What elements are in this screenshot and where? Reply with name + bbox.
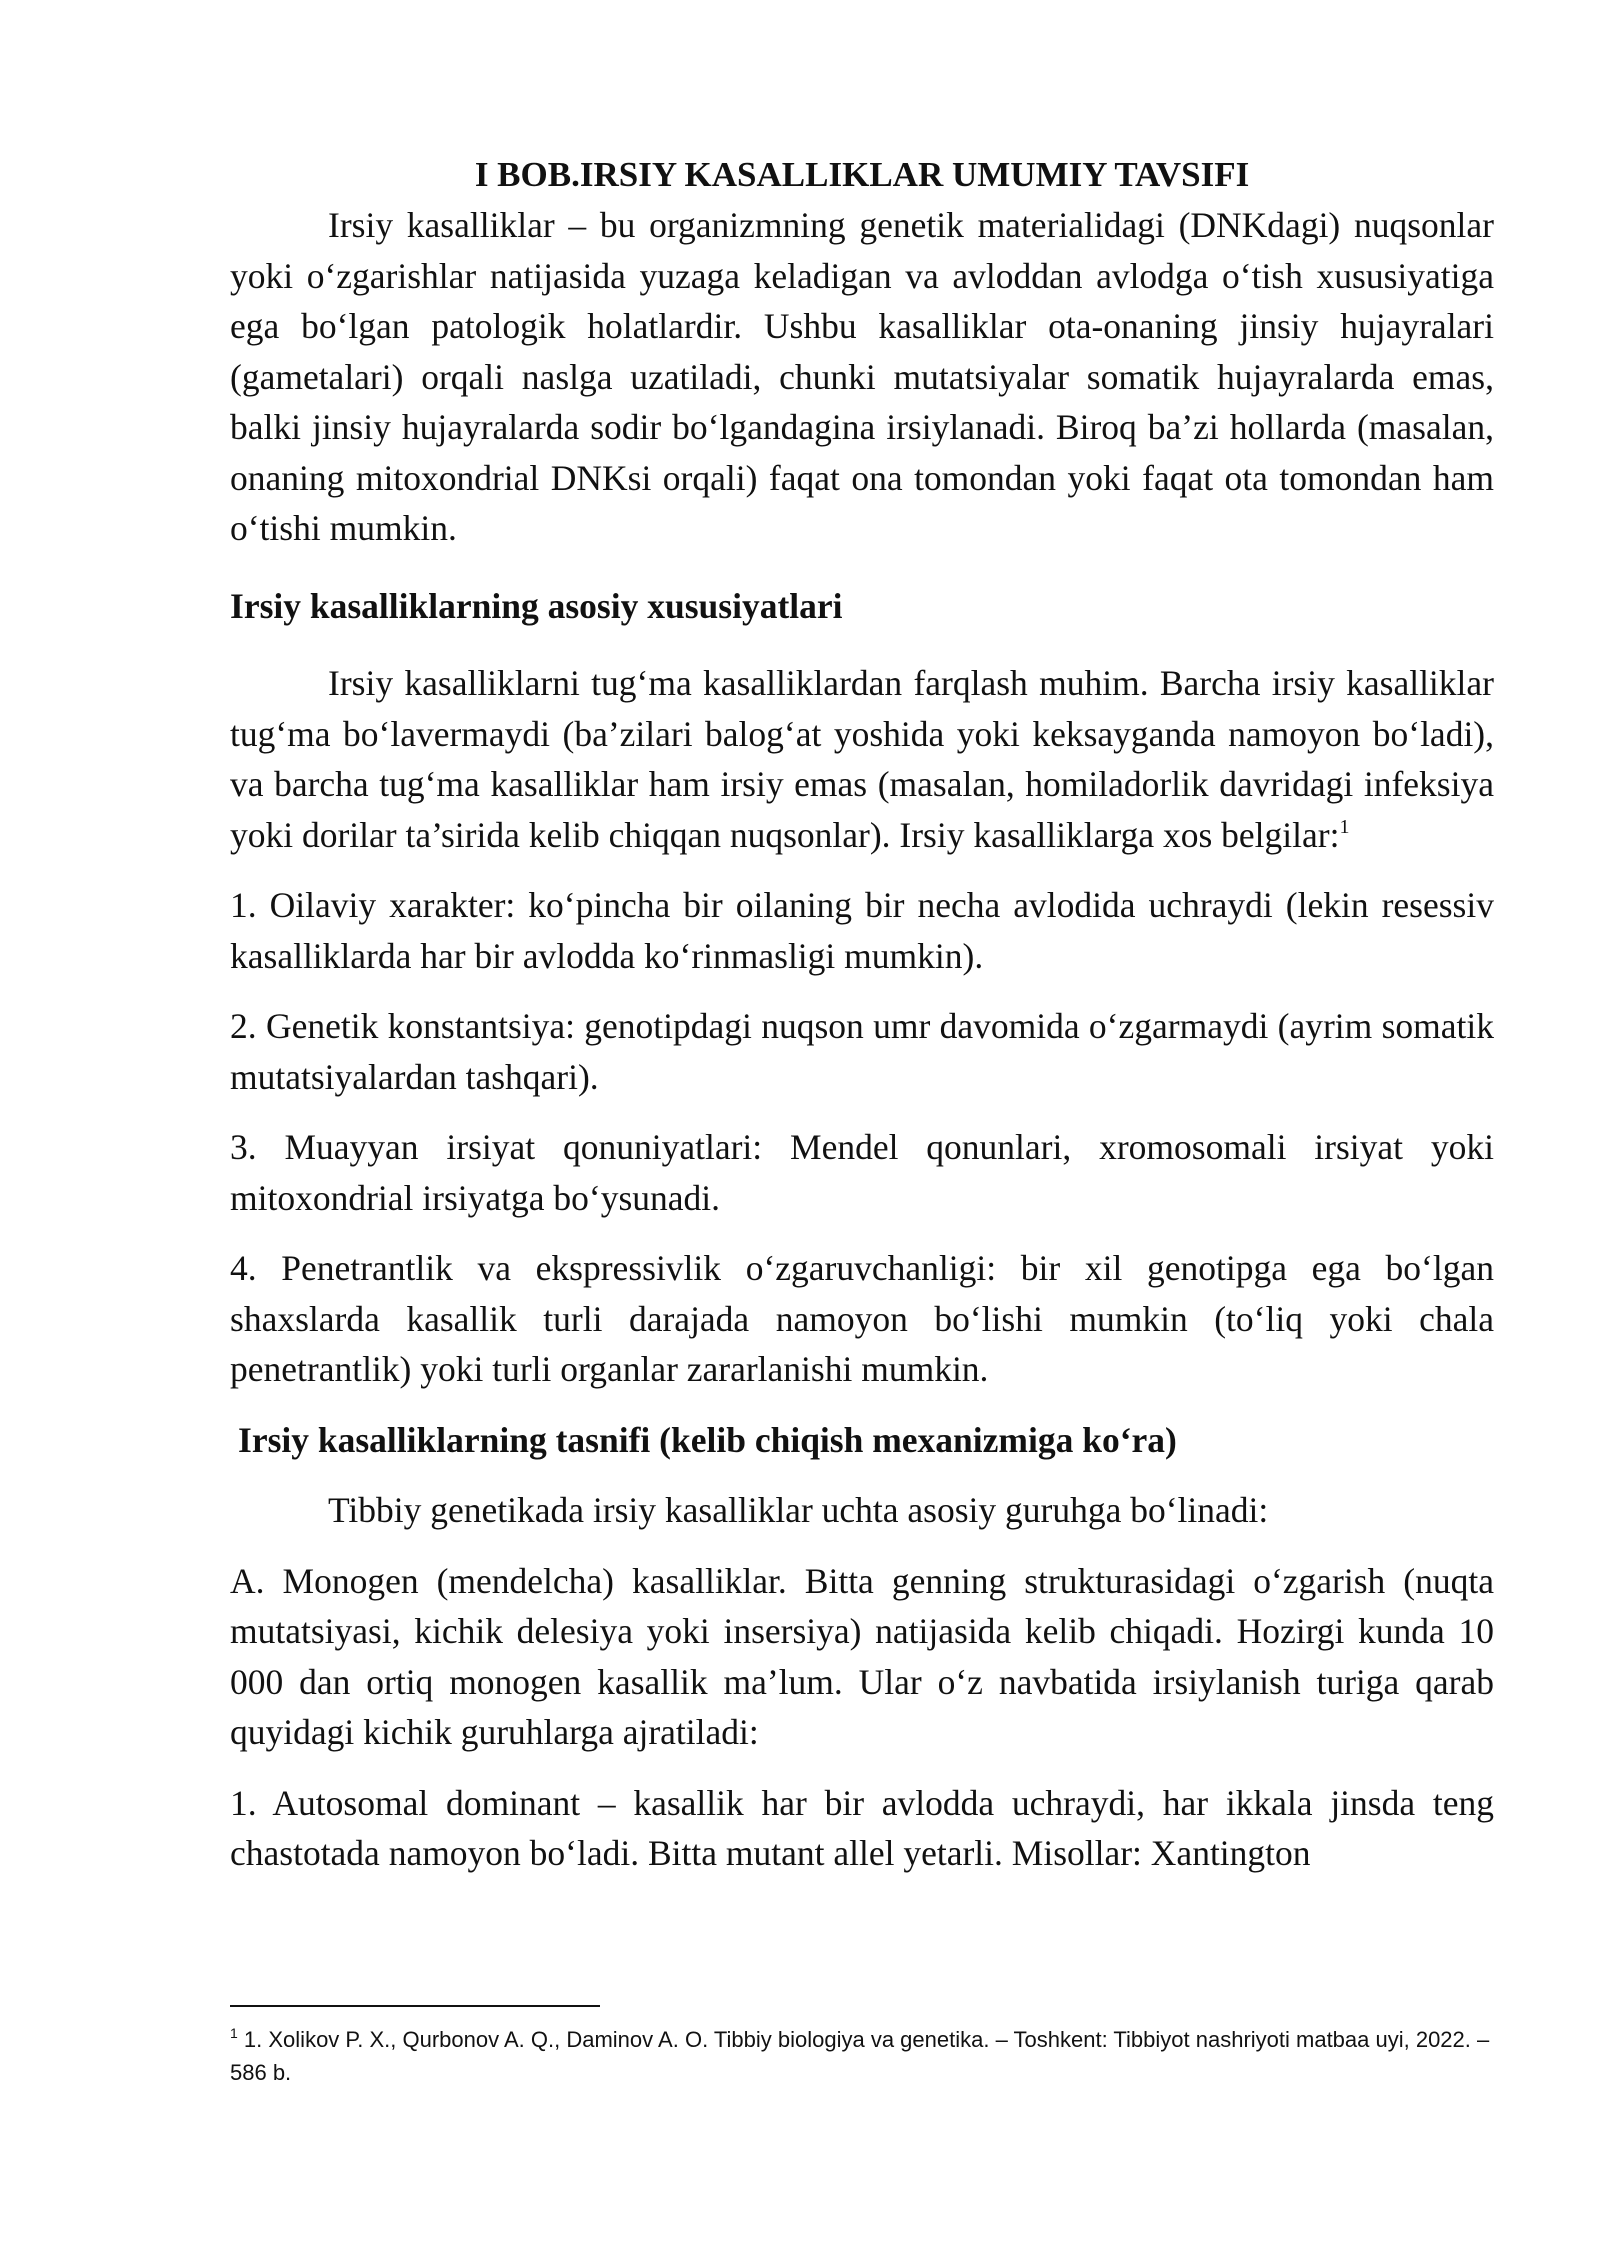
footnote-separator — [230, 2005, 600, 2007]
footnote-text: 1. Xolikov P. X., Qurbonov A. Q., Daminov A. O. Tibbiy biologiya va genetika. – Toshkent: Tibbiyot nashriyoti matbaa uyi, 2022. – 586 b. — [230, 2027, 1490, 2085]
chapter-title: I BOB.IRSIY KASALLIKLAR UMUMIY TAVSIFI — [474, 155, 1250, 194]
monogen-paragraph: A. Monogen (mendelcha) kasalliklar. Bitta genning strukturasidagi o‘zgarish (nuqta mutatsiyasi, kichik delesiya yoki insersiya) natijasida kelib chiqadi. Hozirgi kunda 10 000 dan ortiq monogen kasallik ma’lum. Ular o‘z navbatida irsiylanish turiga qarab quyidagi kichik guruhlarga ajratiladi: — [230, 1560, 1494, 1752]
document-page — [230, 150, 1494, 1879]
footnote — [230, 2023, 1494, 2089]
feature-item-3: 3. Muayyan irsiyat qonuniyatlari: Mendel qonunlari, xromosomali irsiyat yoki mitoxondrial irsiyatga bo‘ysunadi. — [230, 1127, 1494, 1218]
features-paragraph-text: Irsiy kasalliklarni tug‘ma kasalliklardan farqlash muhim. Barcha irsiy kasalliklar tug‘ma bo‘lavermaydi (ba’zilari balog‘at yoshida yoki keksayganda namoyon bo‘ladi), va barcha tug‘ma kasalliklar ham irsiy emas (masalan, homiladorlik davridagi infeksiya yoki dorilar ta’sirida kelib chiqqan nuqsonlar). Irsiy kasalliklarga xos belgilar: — [230, 663, 1494, 855]
feature-item-4: 4. Penetrantlik va ekspressivlik o‘zgaruvchanligi: bir xil genotipga ega bo‘lgan shaxslarda kasallik turli darajada namoyon bo‘lishi mumkin (to‘liq yoki chala penetrantlik) yoki turli organlar zararlanishi mumkin. — [230, 1248, 1494, 1389]
intro-paragraph: Irsiy kasalliklar – bu organizmning genetik materialidagi (DNKdagi) nuqsonlar yoki o‘zgarishlar natijasida yuzaga keladigan va avloddan avlodga o‘tish xususiyatiga ega bo‘lgan patologik holatlardir. Ushbu kasalliklar ota-onaning jinsiy hujayralari (gametalari) orqali naslga uzatiladi, chunki mutatsiyalar somatik hujayralarda emas, balki jinsiy hujayralarda sodir bo‘lgandagina irsiylanadi. Biroq ba’zi hollarda (masalan, onaning mitoxondrial DNKsi orqali) faqat ona tomondan yoki faqat ota tomondan ham o‘tishi mumkin. — [230, 205, 1494, 548]
footnote-reference[interactable]: 1 — [1339, 815, 1350, 838]
autosomal-dominant-item: 1. Autosomal dominant – kasallik har bir avlodda uchraydi, har ikkala jinsda teng chastotada namoyon bo‘ladi. Bitta mutant allel yetarli. Misollar: Xantington — [230, 1782, 1494, 1873]
classification-intro: Tibbiy genetikada irsiy kasalliklar uchta asosiy guruhga bo‘linadi: — [328, 1490, 1269, 1530]
feature-item-2: 2. Genetik konstantsiya: genotipdagi nuqson umr davomida o‘zgarmaydi (ayrim somatik mutatsiyalardan tashqari). — [230, 1006, 1494, 1097]
footnote-number: 1 — [230, 2025, 238, 2041]
feature-item-1: 1. Oilaviy xarakter: ko‘pincha bir oilaning bir necha avlodida uchraydi (lekin resessiv kasalliklarda har bir avlodda ko‘rinmasligi mumkin). — [230, 885, 1494, 976]
features-paragraph — [230, 658, 1494, 860]
section-heading-classification: Irsiy kasalliklarning tasnifi (kelib chiqish mexanizmiga ko‘ra) — [238, 1419, 1177, 1460]
section-heading-features: Irsiy kasalliklarning asosiy xususiyatlari — [230, 585, 843, 626]
